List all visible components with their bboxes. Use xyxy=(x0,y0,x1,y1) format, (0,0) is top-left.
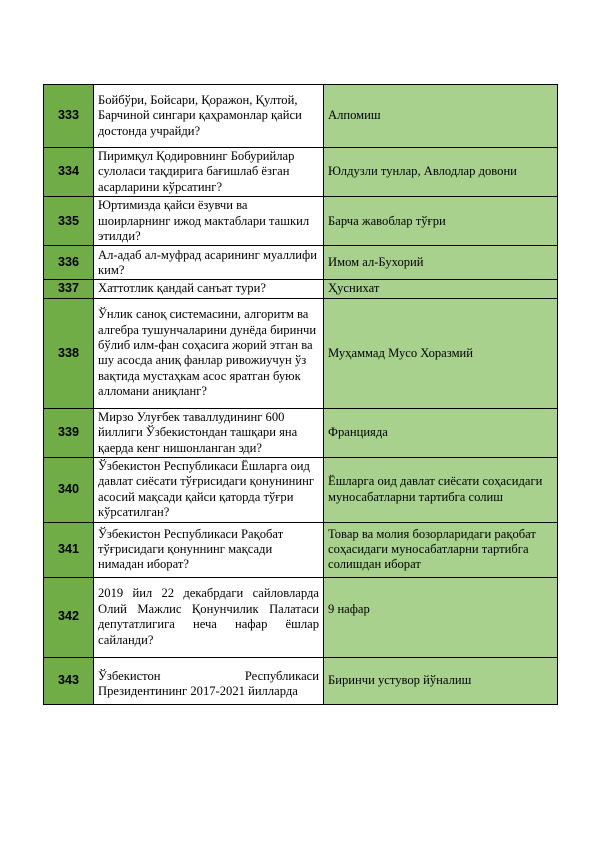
answer-cell: Ҳуснихат xyxy=(324,280,558,298)
question-text: Ўнлик саноқ системасини, алгоритм ва алгебра тушунчаларини дунёда биринчи бўлиб илм-фан соҳасига жорий этган ва шу асосда аниқ фанлар ривожиучун ўз вақтида мустаҳкам асос яратган буюк алломани аниқланг? xyxy=(98,307,317,399)
answer-cell: Барча жавоблар тўғри xyxy=(324,197,558,246)
row-number: 336 xyxy=(44,246,94,280)
question-text: Ўзбекистон Республикаси Ёшларга оид давлат сиёсати тўғрисидаги қонунининг асосий мақсади қайси қаторда тўғри кўрсатилган? xyxy=(98,459,314,520)
row-number: 343 xyxy=(44,657,94,704)
row-number: 333 xyxy=(44,85,94,148)
row-number: 338 xyxy=(44,298,94,408)
row-number: 339 xyxy=(44,408,94,457)
question-text: Ал-адаб ал-муфрад асарининг муаллифи ким? xyxy=(98,247,317,277)
question-cell xyxy=(94,298,324,408)
question-cell xyxy=(94,522,324,577)
answer-cell: Францияда xyxy=(324,408,558,457)
answer-cell: Имом ал-Бухорий xyxy=(324,246,558,280)
table-row xyxy=(44,197,558,246)
answer-cell: Алпомиш xyxy=(324,85,558,148)
questions-table xyxy=(43,84,558,705)
answer-cell: Муҳаммад Мусо Хоразмий xyxy=(324,298,558,408)
table-row xyxy=(44,148,558,197)
question-cell xyxy=(94,458,324,523)
answer-cell: Товар ва молия бозорларидаги рақобат соҳасидаги муносабатларни тартибга солишдан иборат xyxy=(324,522,558,577)
question-text: 2019 йил 22 декабрдаги сайловларда Олий Мажлис Қонунчилик Палатаси депутатлигига неча нафар ёшлар сайланди? xyxy=(98,586,319,647)
question-cell xyxy=(94,246,324,280)
table-row xyxy=(44,657,558,704)
question-cell xyxy=(94,577,324,657)
row-number: 341 xyxy=(44,522,94,577)
question-text: Юртимизда қайси ёзувчи ва шоирларнинг ижод мактаблари ташкил этилди? xyxy=(98,198,310,244)
table-row xyxy=(44,246,558,280)
table-row xyxy=(44,522,558,577)
question-text: Мирзо Улуғбек таваллудининг 600 йиллиги Ўзбекистондан ташқари яна қаерда кенг нишонланган эди? xyxy=(98,409,298,455)
question-cell xyxy=(94,280,324,298)
table-row xyxy=(44,280,558,298)
table-row xyxy=(44,298,558,408)
question-text: Хаттотлик қандай санъат тури? xyxy=(98,281,266,296)
table-row xyxy=(44,577,558,657)
question-text: Ўзбекистон Республикаси Президентининг 2017-2021 йилларда xyxy=(98,668,319,699)
row-number: 342 xyxy=(44,577,94,657)
question-text: Пиримқул Қодировнинг Бобурийлар сулоласи тақдирига бағишлаб ёзган асарларини кўрсатинг? xyxy=(98,149,295,194)
question-text: Ўзбекистон Республикаси Рақобат тўғрисидаги қонуннинг мақсади нимадан иборат? xyxy=(98,526,284,572)
question-cell xyxy=(94,197,324,246)
row-number: 337 xyxy=(44,280,94,298)
table-row xyxy=(44,458,558,523)
table-row xyxy=(44,408,558,457)
row-number: 334 xyxy=(44,148,94,197)
answer-cell: Ёшларга оид давлат сиёсати соҳасидаги муносабатларни тартибга солиш xyxy=(324,458,558,523)
table-row xyxy=(44,85,558,148)
question-cell xyxy=(94,148,324,197)
answer-cell: Юлдузли тунлар, Авлодлар довони xyxy=(324,148,558,197)
question-cell xyxy=(94,85,324,148)
answer-cell: Биринчи устувор йўналиш xyxy=(324,657,558,704)
question-text: Бойбўри, Бойсари, Қоражон, Қултой, Барчиной сингари қаҳрамонлар қайси достонда учрайди? xyxy=(98,92,302,138)
row-number: 340 xyxy=(44,458,94,523)
row-number: 335 xyxy=(44,197,94,246)
question-cell xyxy=(94,408,324,457)
question-cell xyxy=(94,657,324,704)
answer-text: 9 нафар xyxy=(328,601,370,616)
answer-cell xyxy=(324,577,558,657)
